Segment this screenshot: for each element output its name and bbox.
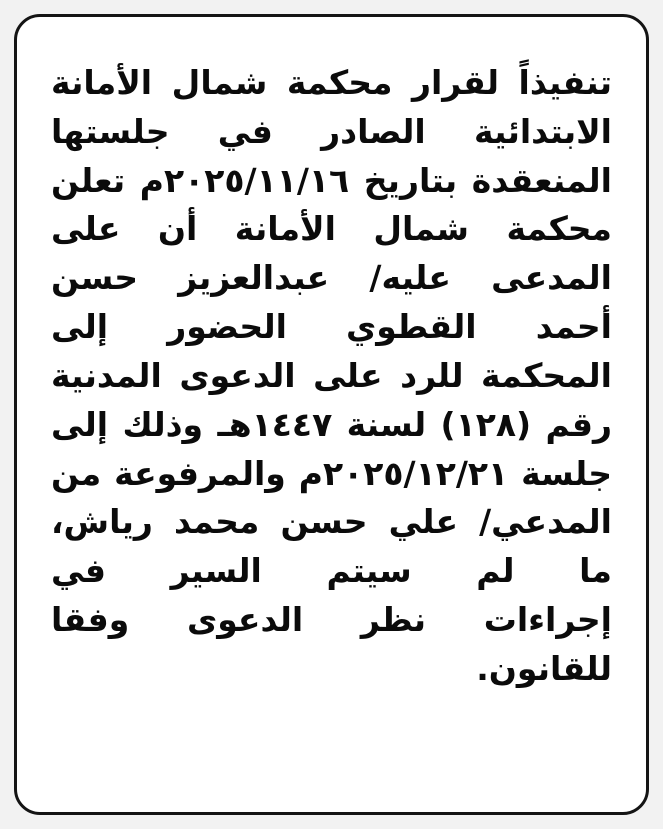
notice-body <box>51 59 612 694</box>
notice-paragraph: تنفيذاً لقرار محكمة شمال الأمانة الابتدائية الصادر في جلستها المنعقدة بتاريخ ٢٠٢٥/١١/١٦م تعلن محكمة شمال الأمانة أن على المدعى عليه/ عبدالعزيز حسن أحمد القطوي الحضور إلى المحكمة للرد على الدعوى المدنية رقم (١٢٨) لسنة ١٤٤٧هـ وذلك إلى جلسة ٢٠٢٥/١٢/٢١م والمرفوعة من المدعي/ علي حسن محمد رياش، ما لم سيتم السير في <box>51 63 613 591</box>
court-notice-card <box>14 14 649 815</box>
notice-closing-line: إجراءات نظر الدعوى وفقا للقانون. <box>51 600 612 688</box>
